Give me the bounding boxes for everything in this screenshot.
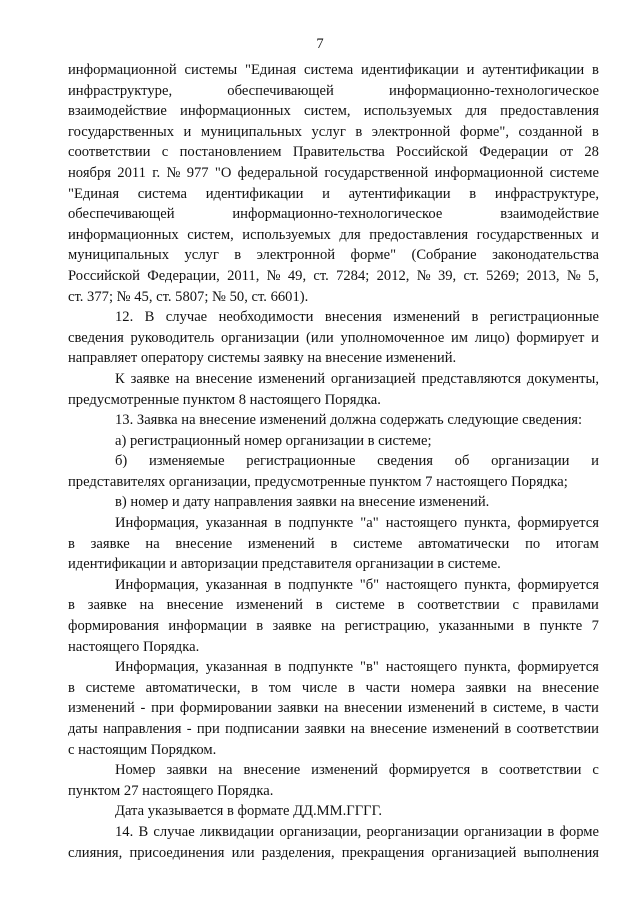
paragraph (68, 822, 599, 863)
text-line: 13. Заявка на внесение изменений должна содержать следующие сведения: (115, 412, 583, 429)
page-number: 7 (316, 36, 324, 52)
text-line: в заявке на внесение изменений в системе автоматически по итогам (68, 535, 599, 552)
text-line: направляет оператору системы заявку на внесение изменений. (68, 350, 457, 367)
text-line: инфраструктуре, обеспечивающей информационно-технологическое (68, 82, 599, 99)
text-line: государственных и муниципальных услуг в электронной форме", созданной в (68, 123, 599, 140)
paragraph (68, 307, 599, 369)
text-line: а) регистрационный номер организации в системе; (115, 432, 432, 449)
text-line: даты направления - при подписании заявки на внесение изменений в соответствии (68, 721, 599, 737)
paragraph (68, 657, 599, 760)
text-line: в системе автоматически, в том числе в части номера заявки на внесение (68, 679, 599, 696)
paragraph (68, 513, 599, 575)
text-line: идентификации и авторизации представителя организации в системе. (68, 556, 501, 573)
text-line: соответствии с постановлением Правительства Российской Федерации от 28 (68, 144, 599, 161)
text-line: пунктом 27 настоящего Порядка. (68, 782, 274, 799)
text-line: Информация, указанная в подпункте "а" настоящего пункта, формируется (115, 515, 599, 532)
text-line: ст. 377; № 45, ст. 5807; № 50, ст. 6601). (68, 288, 309, 305)
text-line: Номер заявки на внесение изменений формируется в соответствии с (115, 762, 599, 779)
text-line: обеспечивающей информационно-технологическое взаимодействие (68, 206, 599, 223)
paragraph (68, 575, 599, 657)
text-line: информационных систем, используемых для предоставления государственных и (68, 226, 599, 243)
text-line: 12. В случае необходимости внесения изменений в регистрационные (115, 309, 599, 326)
paragraph (68, 369, 599, 410)
text-line: Российской Федерации, 2011, № 49, ст. 7284; 2012, № 39, ст. 5269; 2013, № 5, (68, 267, 599, 284)
paragraph (68, 451, 599, 492)
text-line: муниципальных услуг в электронной форме" (Собрание законодательства (68, 247, 599, 264)
text-line: сведения руководитель организации (или уполномоченное им лицо) формирует и (68, 329, 599, 346)
text-line: б) изменяемые регистрационные сведения об организации и (115, 453, 599, 470)
text-line: в заявке на внесение изменений в системе в соответствии с правилами (68, 597, 599, 614)
text-line: представителях организации, предусмотренные пунктом 7 настоящего Порядка; (68, 473, 568, 490)
text-line: формирования информации в заявке на регистрацию, указанными в пункте 7 (68, 618, 599, 635)
text-line: взаимодействие информационных систем, используемых для предоставления (68, 103, 599, 120)
text-line: Дата указывается в формате ДД.ММ.ГГГГ. (115, 803, 383, 820)
text-line: с настоящим Порядком. (68, 741, 217, 758)
text-line: 14. В случае ликвидации организации, реорганизации организации в форме (115, 823, 599, 840)
text-line: ноября 2011 г. № 977 "О федеральной государственной информационной системе (68, 164, 599, 181)
text-line: информационной системы "Единая система идентификации и аутентификации в (68, 62, 599, 78)
text-line: "Единая система идентификации и аутентификации в инфраструктуре, (68, 185, 599, 202)
text-line: изменений - при формировании заявки на внесении изменений в системе, в части (68, 700, 599, 717)
paragraph (68, 431, 599, 452)
paragraph (68, 60, 599, 307)
document-body (68, 60, 599, 863)
text-line: К заявке на внесение изменений организацией представляются документы, (115, 370, 599, 387)
paragraph (68, 760, 599, 801)
text-line: настоящего Порядка. (68, 638, 200, 655)
text-line: в) номер и дату направления заявки на внесение изменений. (115, 494, 490, 511)
paragraph (68, 410, 599, 431)
text-line: слияния, присоединения или разделения, прекращения организацией выполнения (68, 844, 599, 861)
paragraph (68, 492, 599, 513)
text-line: Информация, указанная в подпункте "б" настоящего пункта, формируется (115, 576, 599, 593)
text-line: Информация, указанная в подпункте "в" настоящего пункта, формируется (115, 659, 599, 676)
paragraph (68, 801, 599, 822)
text-line: предусмотренные пунктом 8 настоящего Порядка. (68, 391, 381, 408)
